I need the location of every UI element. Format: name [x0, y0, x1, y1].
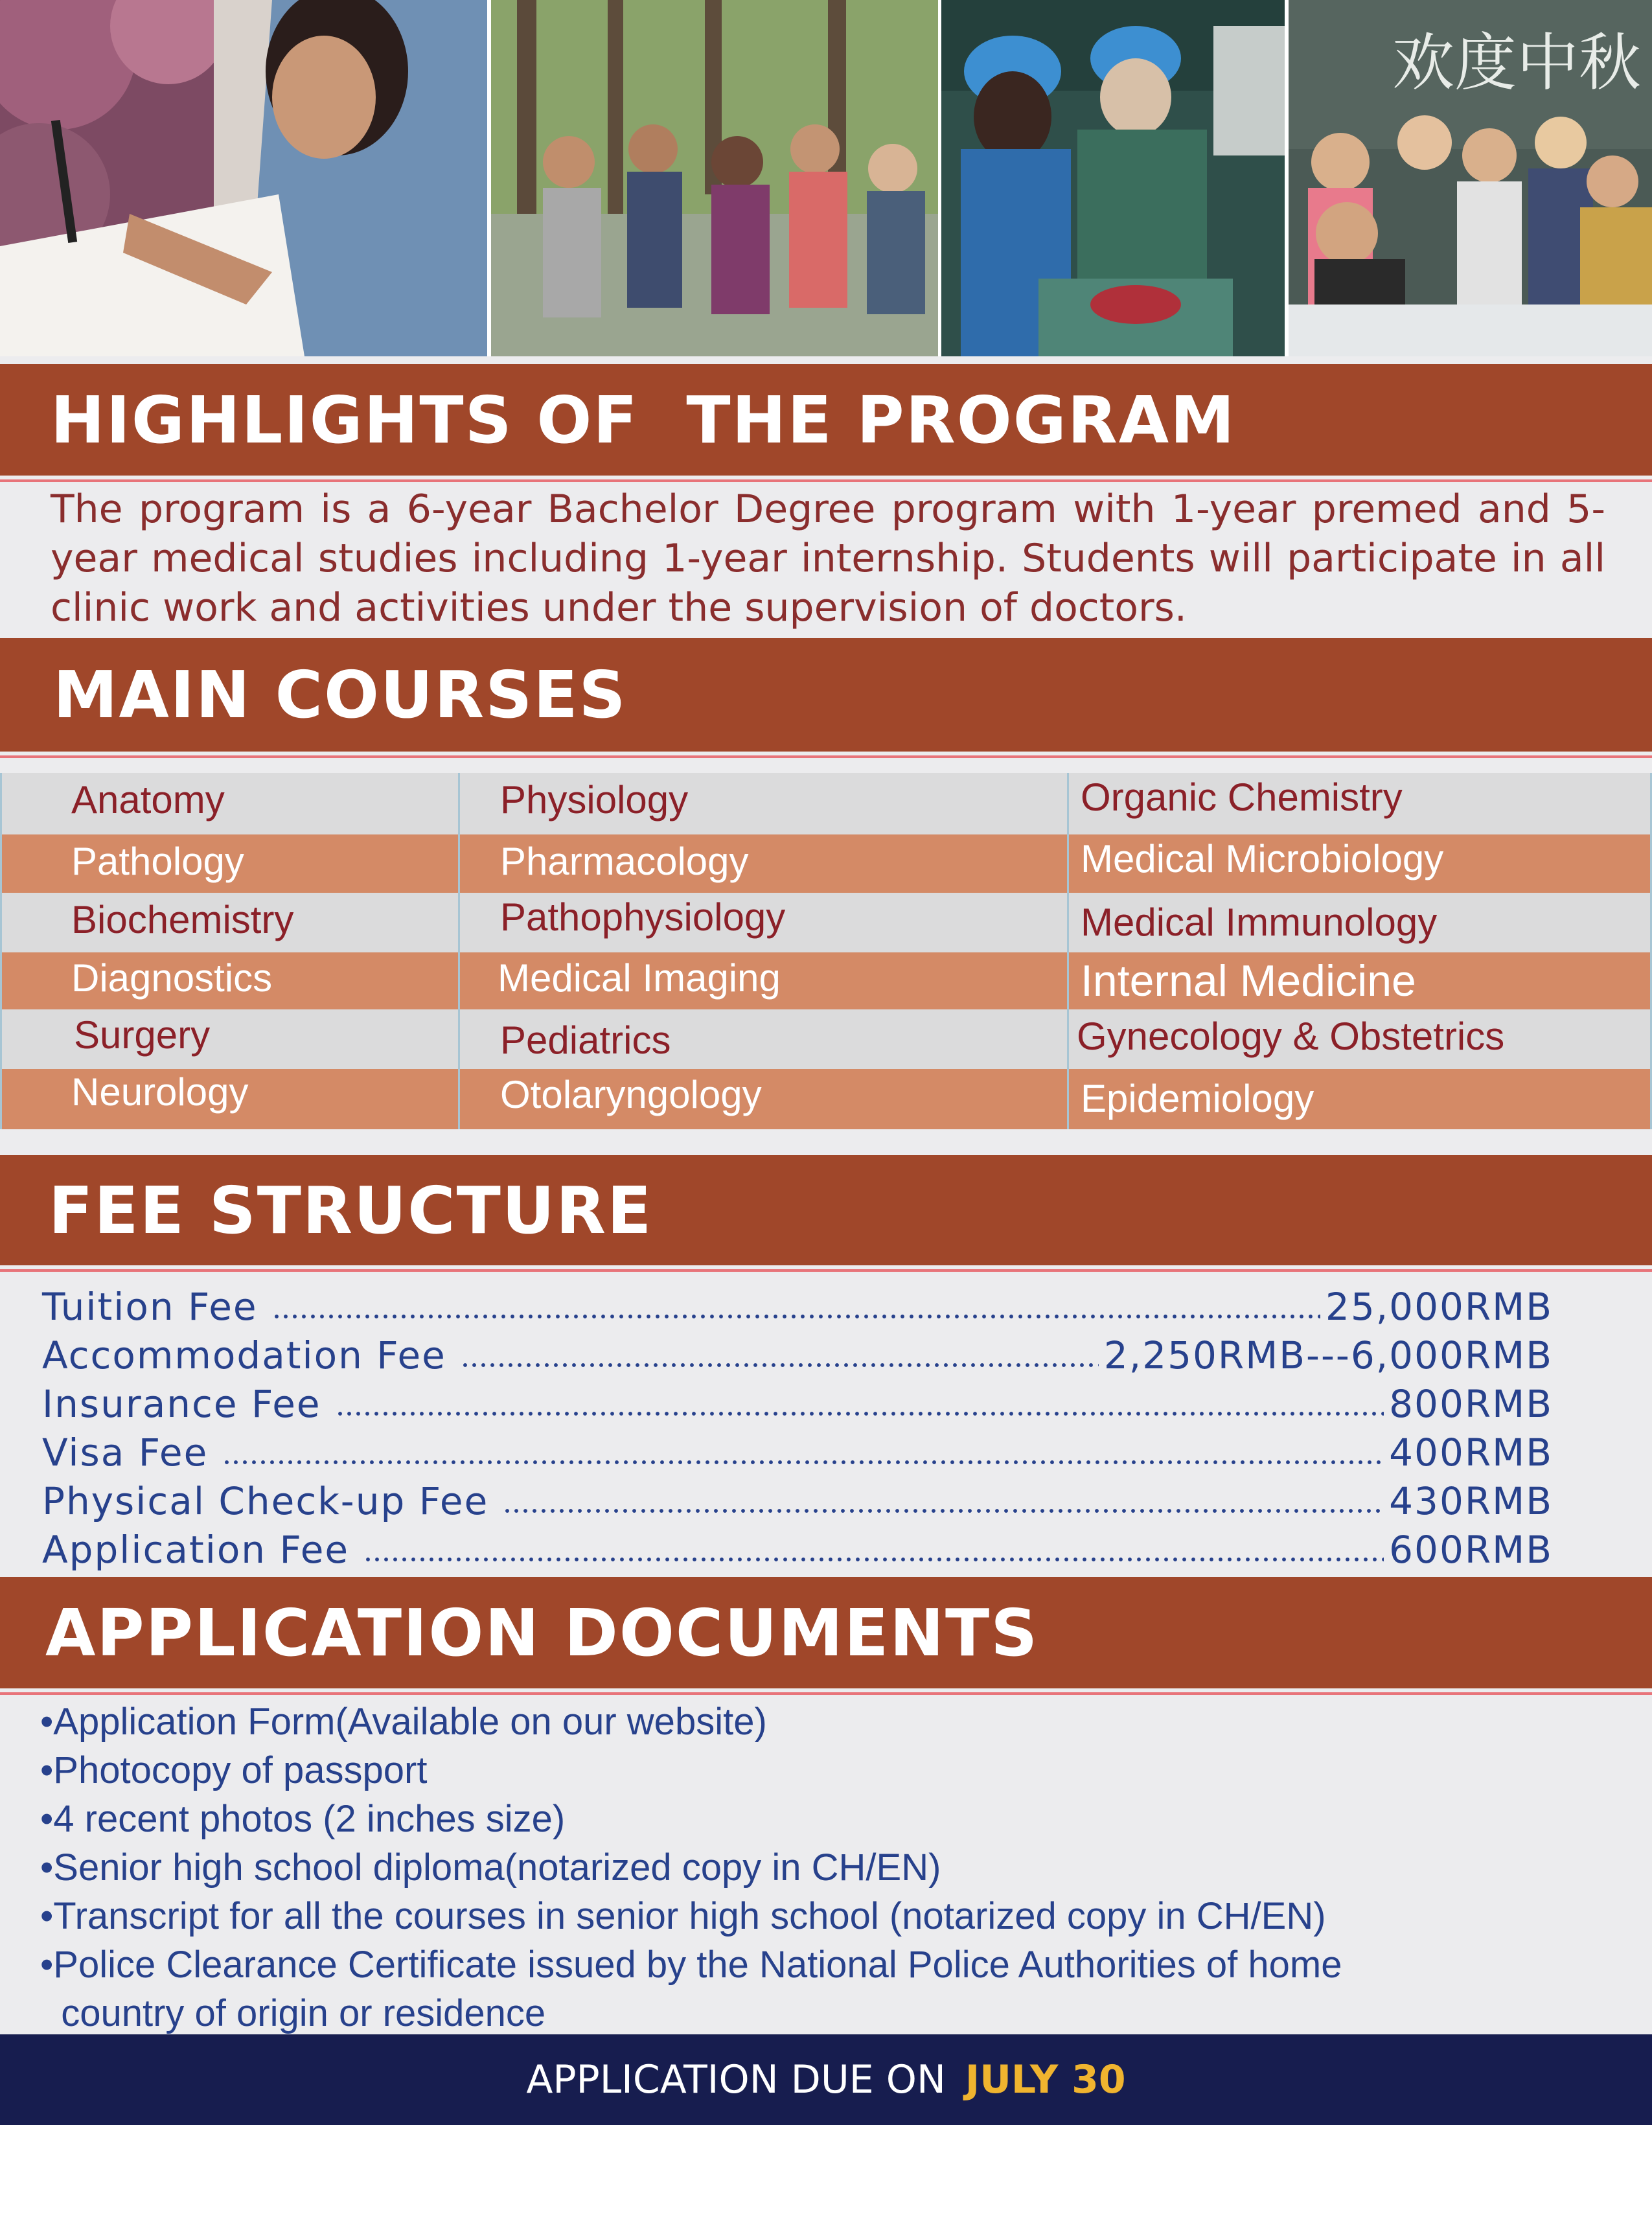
photo-classroom	[1289, 0, 1652, 356]
fee-amount: 2,250RMB---6,000RMB	[1103, 1333, 1553, 1377]
fee-label: Application Fee	[42, 1528, 350, 1572]
fee-row-physical-checkup	[42, 1477, 1553, 1525]
photo-forest-group	[491, 0, 938, 356]
course-row	[0, 893, 1652, 952]
grid-line	[0, 773, 2, 1129]
document-item: •Application Form(Available on our website)	[40, 1701, 767, 1743]
course-name: Gynecology & Obstetrics	[1077, 1015, 1505, 1058]
accent-divider	[0, 479, 1652, 482]
accent-divider	[0, 1692, 1652, 1695]
fee-label: Visa Fee	[42, 1431, 209, 1475]
fee-row-insurance	[42, 1380, 1553, 1428]
dot-leader	[336, 1411, 1384, 1416]
fee-row-accommodation	[42, 1331, 1553, 1379]
course-name: Physiology	[500, 778, 689, 822]
grid-line	[458, 773, 460, 1129]
deadline-label: APPLICATION DUE ON	[526, 2057, 946, 2102]
dot-leader	[503, 1508, 1384, 1513]
dot-leader	[363, 1557, 1384, 1562]
section-header-application-documents: APPLICATION DOCUMENTS	[0, 1577, 1652, 1688]
course-name: Organic Chemistry	[1081, 776, 1403, 819]
course-row	[0, 1009, 1652, 1069]
course-name: Pathophysiology	[500, 895, 786, 939]
photo-surgery	[941, 0, 1285, 356]
course-name: Internal Medicine	[1081, 956, 1416, 1006]
courses-grid	[0, 773, 1652, 1129]
fee-amount: 800RMB	[1389, 1382, 1553, 1426]
document-item: •Photocopy of passport	[40, 1749, 428, 1791]
section-header-highlights: HIGHLIGHTS OF THE PROGRAM	[0, 364, 1652, 476]
document-item: •Senior high school diploma(notarized copy in CH/EN)	[40, 1846, 941, 1889]
course-row	[0, 1069, 1652, 1129]
section-header-main-courses: MAIN COURSES	[0, 638, 1652, 752]
course-name: Biochemistry	[71, 898, 294, 941]
photo-strip	[0, 0, 1652, 356]
document-item: •4 recent photos (2 inches size)	[40, 1798, 566, 1840]
dot-leader	[461, 1362, 1099, 1368]
fee-label: Accommodation Fee	[42, 1333, 446, 1377]
dot-leader	[272, 1314, 1320, 1319]
page-bottom-margin	[0, 2125, 1652, 2219]
fee-row-tuition	[42, 1283, 1553, 1331]
document-item: •Transcript for all the courses in senior high school (notarized copy in CH/EN)	[40, 1895, 1326, 1937]
document-item: •Police Clearance Certificate issued by the National Police Authorities of home	[40, 1944, 1342, 1986]
fee-label: Insurance Fee	[42, 1382, 321, 1426]
course-row	[0, 834, 1652, 893]
course-name: Neurology	[71, 1070, 249, 1114]
fee-label: Physical Check-up Fee	[42, 1479, 489, 1523]
course-name: Medical Imaging	[498, 956, 781, 1000]
course-name: Medical Microbiology	[1081, 837, 1444, 880]
deadline-date: JULY 30	[965, 2057, 1126, 2102]
course-row	[0, 773, 1652, 834]
fee-amount: 600RMB	[1389, 1528, 1553, 1572]
photo-student-writing	[0, 0, 487, 356]
course-name: Surgery	[74, 1013, 211, 1057]
grid-line	[1067, 773, 1069, 1129]
course-name: Pediatrics	[500, 1018, 671, 1062]
course-name: Pharmacology	[500, 840, 749, 883]
chalkboard-caption: 欢度中秋	[1392, 27, 1641, 99]
documents-list	[40, 1697, 1627, 2038]
course-name: Pathology	[71, 840, 244, 883]
fee-label: Tuition Fee	[42, 1285, 258, 1329]
course-name: Anatomy	[71, 778, 225, 822]
course-row	[0, 952, 1652, 1009]
accent-divider	[0, 755, 1652, 758]
program-highlights-text: The program is a 6-year Bachelor Degree program with 1-year premed and 5-year medical studies including 1-year internship. Students will participate in all clinic work and activities under the supervision of doctors.	[51, 487, 1605, 630]
accent-divider	[0, 1269, 1652, 1272]
fee-amount: 430RMB	[1389, 1479, 1553, 1523]
fee-row-visa	[42, 1429, 1553, 1477]
fee-row-application	[42, 1526, 1553, 1574]
section-header-fee-structure: FEE STRUCTURE	[0, 1155, 1652, 1265]
course-name: Diagnostics	[71, 956, 273, 1000]
fee-amount: 25,000RMB	[1325, 1285, 1553, 1329]
application-deadline-banner	[0, 2034, 1652, 2125]
fee-amount: 400RMB	[1389, 1431, 1553, 1475]
course-name: Epidemiology	[1081, 1077, 1314, 1120]
dot-leader	[222, 1460, 1384, 1465]
course-name: Otolaryngology	[500, 1073, 762, 1116]
document-item: country of origin or residence	[40, 1992, 546, 2034]
course-name: Medical Immunology	[1081, 901, 1438, 944]
